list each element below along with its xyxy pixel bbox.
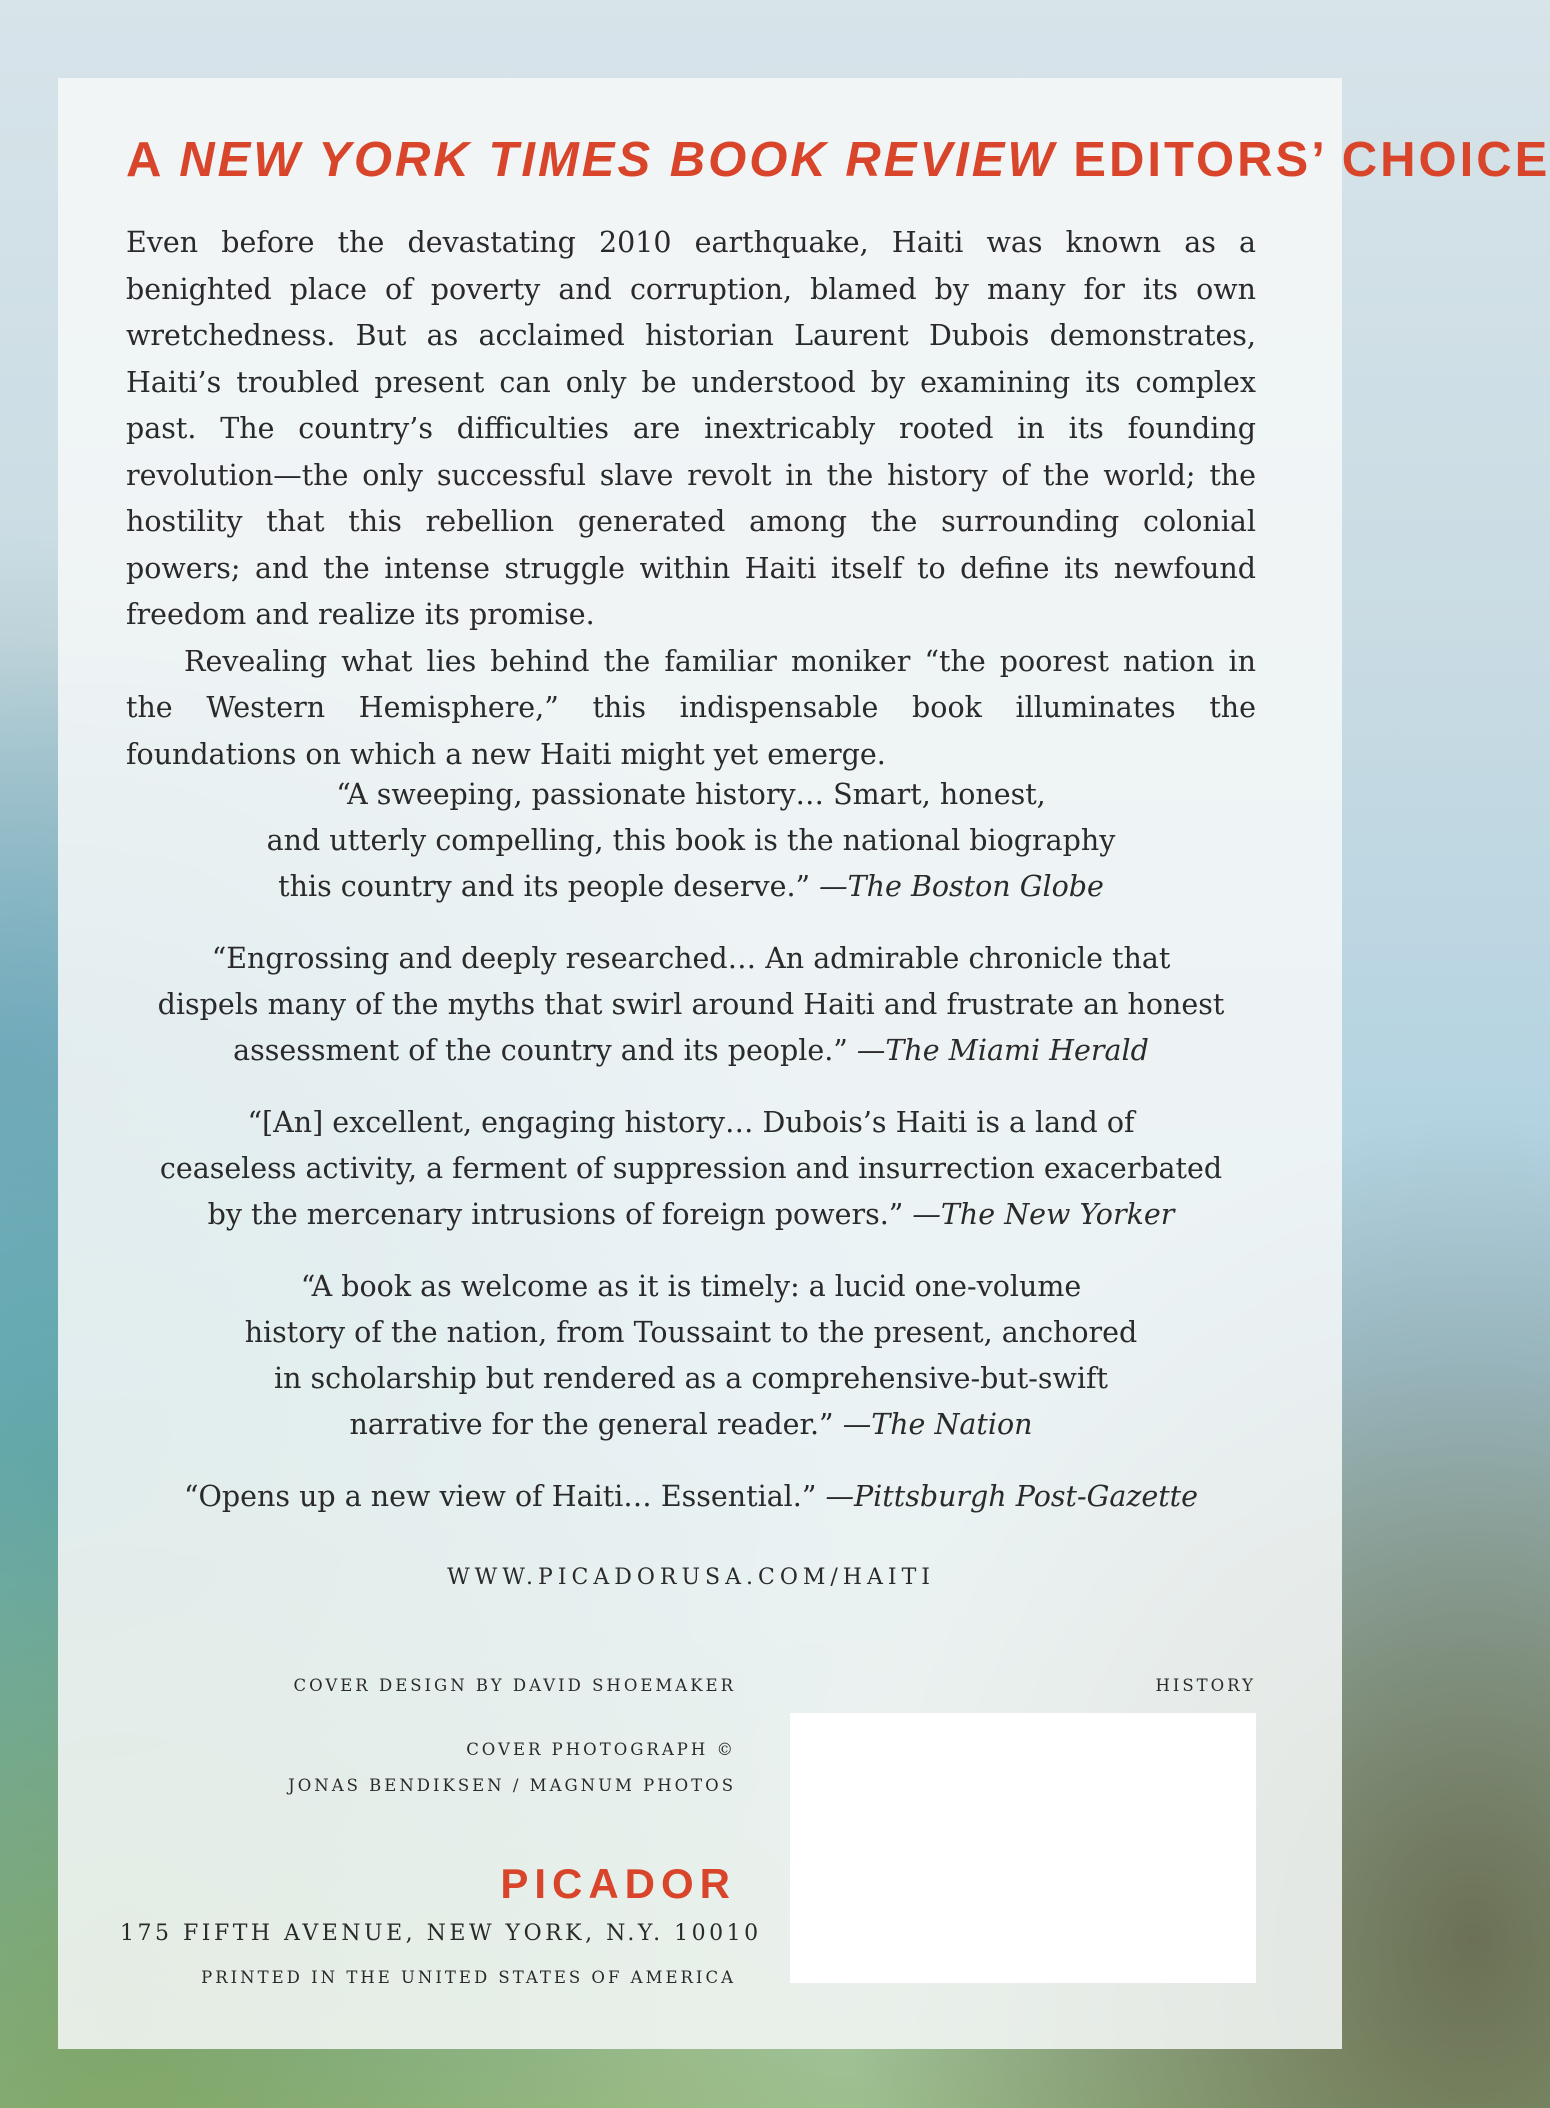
book-description [126, 220, 1256, 778]
quote-source: —Pittsburgh Post-Gazette [825, 1480, 1199, 1513]
description-paragraph: Revealing what lies behind the familiar moniker “the poorest nation in the Western Hemisphere,” this indispensable book illuminates the foundations on which a new Haiti might yet emerge. [126, 644, 1256, 771]
review-quotes [126, 772, 1256, 1546]
review-quote: “Engrossing and deeply researched… An admirable chronicle that dispels many of the myths that swirl around Haiti and frustrate an honest assessment of the country and its people.” —The Miami Herald [157, 942, 1225, 1067]
editors-choice-headline: A NEW YORK TIMES BOOK REVIEW EDITORS’ CHOICE [126, 133, 1550, 187]
quote-source: —The New Yorker [912, 1198, 1175, 1231]
review-quote: “Opens up a new view of Haiti… Essential.” —Pittsburgh Post-Gazette [183, 1480, 1199, 1513]
quote-source: —The Boston Globe [819, 870, 1104, 903]
review-quote: “A sweeping, passionate history… Smart, honest, and utterly compelling, this book is the national biography this country and its people deserve.” —The Boston Globe [266, 778, 1116, 903]
genre-label: HISTORY [1155, 1676, 1256, 1695]
description-paragraph: Even before the devastating 2010 earthquake, Haiti was known as a benighted place of poverty and corruption, blamed by many for its own wretchedness. But as acclaimed historian Laurent Dubois demonstrates, Haiti’s troubled present can only be understood by examining its complex past. The country’s difficulties are inextricably rooted in its founding revolution—the only successful slave revolt in the history of the world; the hostility that this rebellion generated among the surrounding colonial powers; and the intense struggle within Haiti itself to define its newfound freedom and realize its promise. [126, 226, 1256, 631]
publisher-address: 175 FIFTH AVENUE, NEW YORK, N.Y. 10010 [120, 1921, 762, 1946]
nyt-book-review-title: NEW YORK TIMES BOOK REVIEW [179, 133, 1057, 187]
cover-design-credit: COVER DESIGN BY DAVID SHOEMAKER [293, 1676, 736, 1695]
barcode-area [790, 1713, 1256, 1983]
publisher-url[interactable]: WWW.PICADORUSA.COM/HAITI [447, 1565, 935, 1590]
printed-in-notice: PRINTED IN THE UNITED STATES OF AMERICA [201, 1968, 736, 1987]
cover-photo-credit-name: JONAS BENDIKSEN / MAGNUM PHOTOS [288, 1776, 736, 1795]
quote-source: —The Nation [842, 1408, 1033, 1441]
review-quote: “A book as welcome as it is timely: a lucid one-volume history of the nation, from Toussaint to the present, anchored in scholarship but rendered as a comprehensive-but-swift narrative for the general reader.” —The Nation [244, 1270, 1138, 1441]
quote-source: —The Miami Herald [856, 1034, 1149, 1067]
publisher-logo: PICADOR [500, 1860, 736, 1907]
cover-photo-credit: COVER PHOTOGRAPH © [466, 1740, 736, 1759]
review-quote: “[An] excellent, engaging history… Dubois’s Haiti is a land of ceaseless activity, a ferment of suppression and insurrection exacerbated by the mercenary intrusions of foreign powers.” —The New Yorker [159, 1106, 1223, 1231]
